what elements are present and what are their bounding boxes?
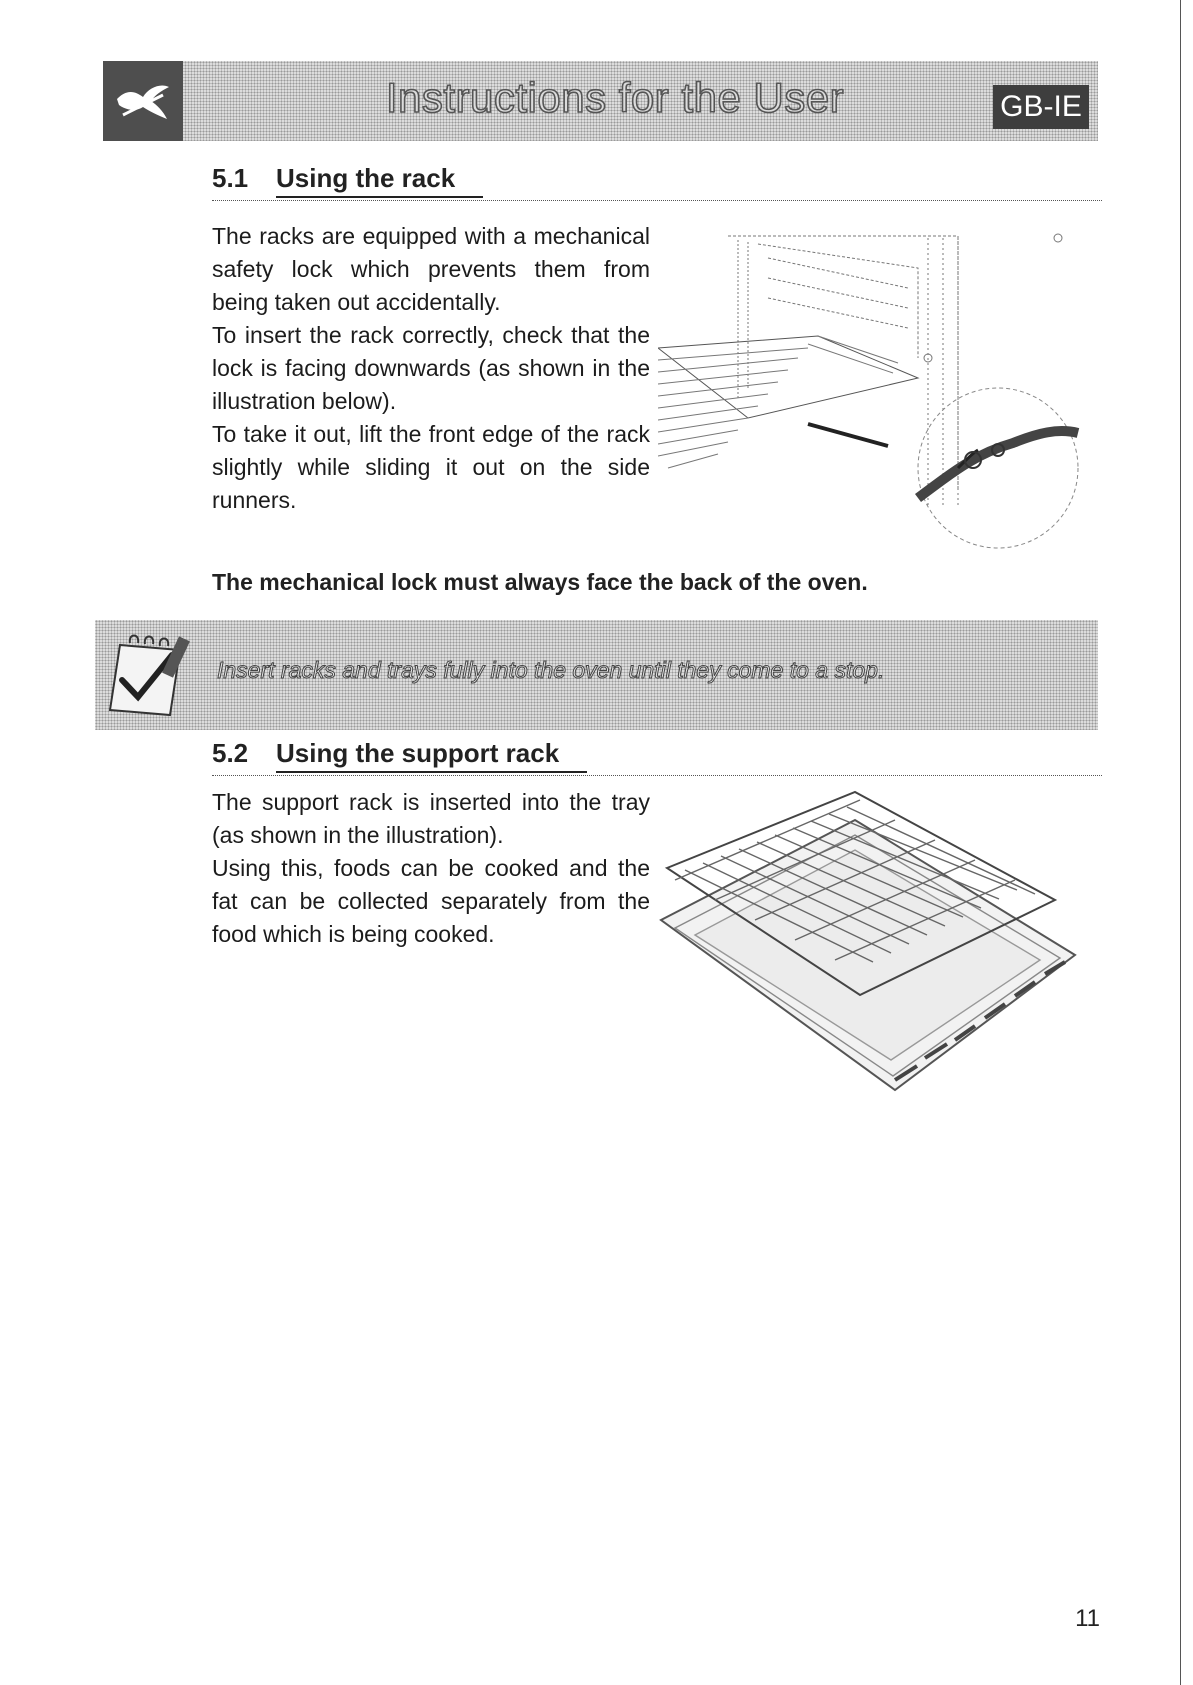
section-5-1-body (212, 220, 650, 517)
section-number: 5.2 (212, 738, 249, 768)
paragraph: The racks are equipped with a mechanical safety lock which prevents them from being taken out accidentally. (212, 223, 650, 315)
language-badge: GB-IE (993, 85, 1089, 129)
header-title: Instructions for the User (385, 74, 845, 121)
section-title: Using the support rack (276, 735, 587, 773)
section-number: 5.1 (212, 163, 249, 193)
section-heading-5-2 (212, 735, 1102, 776)
notepad-check-icon (100, 625, 200, 725)
paragraph: To take it out, lift the front edge of the rack slightly while sliding it out on the side runners. (212, 421, 650, 513)
section-heading-5-1 (212, 160, 1102, 201)
paragraph: The support rack is inserted into the tray (as shown in the illustration). (212, 789, 650, 848)
paragraph: Using this, foods can be cooked and the fat can be collected separately from the food which is being cooked. (212, 855, 650, 947)
support-rack-tray-illustration (655, 790, 1095, 1120)
section-title: Using the rack (276, 160, 483, 198)
page-number: 11 (1075, 1605, 1100, 1632)
bird-logo-icon (103, 61, 183, 141)
paragraph: To insert the rack correctly, check that the lock is facing downwards (as shown in the illustration below). (212, 322, 650, 414)
note-text: Insert racks and trays fully into the oven until they come to a stop. (217, 657, 885, 683)
section-5-2-body (212, 786, 650, 951)
oven-rack-illustration (658, 228, 1088, 558)
mechanical-lock-warning: The mechanical lock must always face the back of the oven. (212, 569, 868, 595)
page-edge-line (1180, 0, 1181, 1685)
